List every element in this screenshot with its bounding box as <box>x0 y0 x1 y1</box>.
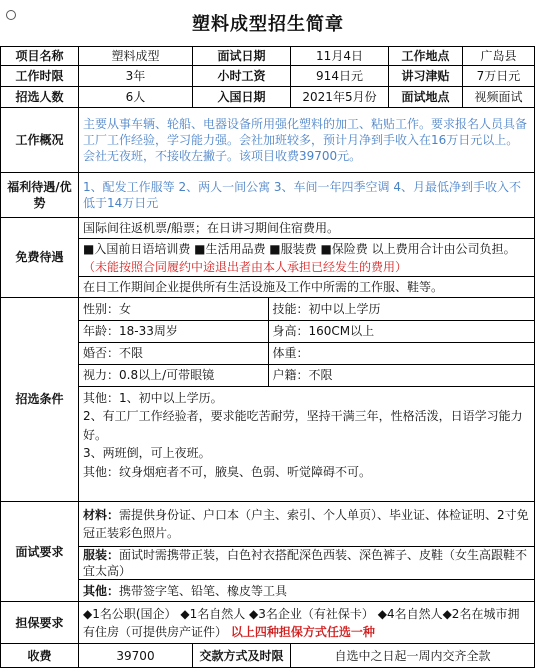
label-hourly-wage: 小时工资 <box>193 66 291 87</box>
condition-other-3: 3、两班倒，可上夜班。 <box>83 446 211 461</box>
condition-other-4: 其他：纹身烟疤者不可，腋臭、色弱、听觉障碍不可。 <box>83 464 372 479</box>
interview-list <box>79 502 534 601</box>
overview-text: 主要从事车辆、轮船、电器设备所用强化塑料的加工、粘贴工作。要求报名人员具备工厂工作经验，学习能力强。会社加班较多，预计月净到手收入在16万日元以上。会社无夜班，不接收左撇子。该项目收费39700元。 <box>79 108 535 173</box>
interview-clothing <box>79 546 534 579</box>
free-benefits-cell <box>79 218 535 298</box>
table-row <box>1 602 535 644</box>
condition-gender: 性别：女 <box>79 298 268 320</box>
guarantee-cell <box>79 602 535 644</box>
table-row <box>1 298 535 502</box>
label-interview-requirements: 面试要求 <box>1 502 79 602</box>
value-project-name: 塑料成型 <box>79 47 193 66</box>
free-line-4: 在日工作期间企业提供所有生活设施及工作中所需的工作服、鞋等。 <box>83 279 444 294</box>
label-fee: 收费 <box>1 644 79 668</box>
value-interview-location: 视频面试 <box>463 87 535 108</box>
recruitment-table <box>0 46 535 668</box>
value-work-location: 广岛县 <box>463 47 535 66</box>
condition-skill: 技能：初中以上学历 <box>268 298 534 320</box>
conditions-cell <box>79 298 535 502</box>
value-training-allowance: 7万日元 <box>463 66 535 87</box>
label-entry-date: 入国日期 <box>193 87 291 108</box>
value-headcount: 6人 <box>79 87 193 108</box>
table-row <box>1 502 535 602</box>
label-work-term: 工作时限 <box>1 66 79 87</box>
condition-other <box>79 386 534 500</box>
interview-cell <box>79 502 535 602</box>
value-fee: 39700 <box>79 644 193 668</box>
value-interview-date: 11月4日 <box>291 47 389 66</box>
guarantee-text: ◆1名公职(国企） ◆1名自然人 ◆3名企业（有社保卡） ◆4名自然人◆2名在城市拥有住房（可提供房产证件） <box>83 606 520 639</box>
table-row <box>1 87 535 108</box>
guarantee-note: 以上四种担保方式任选一种 <box>230 624 375 639</box>
table-row <box>1 644 535 668</box>
table-row <box>1 47 535 66</box>
free-line-1: 国际间往返机票/船票；在日讲习期间住宿费用。 <box>79 219 534 239</box>
table-row <box>1 108 535 173</box>
label-training-allowance: 讲习津贴 <box>389 66 463 87</box>
label-work-location: 工作地点 <box>389 47 463 66</box>
value-payment-method: 自选中之日起一周内交齐全款 <box>291 644 535 668</box>
label-interview-date: 面试日期 <box>193 47 291 66</box>
free-line-2: ■入国前日语培训费 ■生活用品费 ■服装费 ■保险费 以上费用合计由公司负担。 <box>83 241 516 256</box>
label-guarantee: 担保要求 <box>1 602 79 644</box>
label-welfare: 福利待遇/优势 <box>1 173 79 218</box>
free-benefits-list <box>79 219 534 297</box>
condition-height: 身高：160CM以上 <box>268 320 534 342</box>
label-payment-method: 交款方式及时限 <box>193 644 291 668</box>
condition-age: 年龄：18-33周岁 <box>79 320 268 342</box>
condition-weight: 体重： <box>268 342 534 364</box>
interview-other <box>79 579 534 601</box>
interview-clothing-key: 服装： <box>83 547 120 562</box>
interview-clothing-text: 面试时需携带正装，白色衬衣搭配深色西装、深色裤子、皮鞋（女生高跟鞋不宜太高） <box>83 547 528 578</box>
condition-other-2: 2、有工厂工作经验者，要求能吃苦耐劳，坚持干满三年，性格活泼，日语学习能力好。 <box>83 409 523 442</box>
condition-vision: 视力：0.8以上/可带眼镜 <box>79 364 268 386</box>
label-conditions: 招选条件 <box>1 298 79 502</box>
table-row <box>1 173 535 218</box>
welfare-text: 1、配发工作服等 2、两人一间公寓 3、车间一年四季空调 4、月最低净到手收入不低于14万日元 <box>79 173 535 218</box>
interview-other-text: 携带签字笔、铅笔、橡皮等工具 <box>119 583 288 598</box>
label-interview-location: 面试地点 <box>389 87 463 108</box>
interview-other-key: 其他： <box>83 583 120 598</box>
table-row <box>1 218 535 298</box>
table-row <box>1 66 535 87</box>
free-line-3: （未能按照合同履约中途退出者由本人承担已经发生的费用） <box>79 259 534 277</box>
label-free-benefits: 免费待遇 <box>1 218 79 298</box>
value-hourly-wage: 914日元 <box>291 66 389 87</box>
condition-hukou: 户籍：不限 <box>268 364 534 386</box>
value-entry-date: 2021年5月份 <box>291 87 389 108</box>
label-headcount: 招选人数 <box>1 87 79 108</box>
interview-materials-key: 材料： <box>83 507 120 522</box>
label-overview: 工作概况 <box>1 108 79 173</box>
interview-materials-text: 需提供身份证、户口本（户主、索引、个人单页）、毕业证、体检证明、2寸免冠正装彩色照片。 <box>83 507 529 540</box>
value-work-term: 3年 <box>79 66 193 87</box>
label-project-name: 项目名称 <box>1 47 79 66</box>
page-title: 塑料成型招生简章 <box>192 14 344 35</box>
interview-materials <box>79 502 534 546</box>
condition-other-1: 其他：1、初中以上学历。 <box>83 390 223 405</box>
conditions-grid <box>79 298 534 500</box>
condition-marriage: 婚否：不限 <box>79 342 268 364</box>
